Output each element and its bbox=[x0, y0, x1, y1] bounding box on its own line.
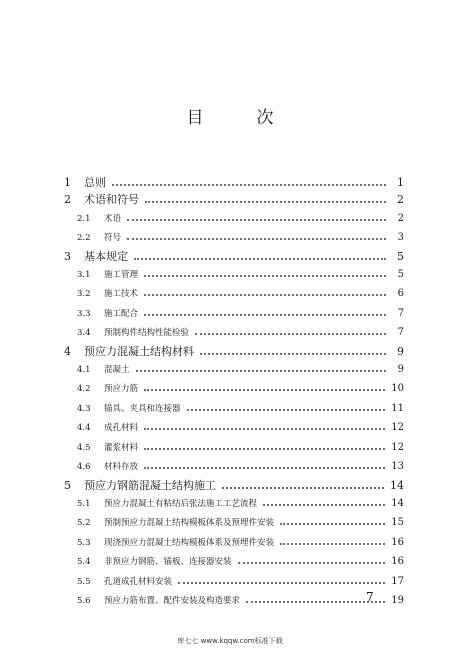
toc-entry-title: 锚具、夹具和连接器 bbox=[104, 403, 181, 414]
toc-subsection-entry[interactable] bbox=[64, 438, 404, 457]
toc-entry-page: 16 bbox=[391, 536, 404, 548]
toc-subsection-entry[interactable] bbox=[64, 228, 404, 247]
dot-leader bbox=[144, 379, 385, 391]
toc-subsection-entry[interactable] bbox=[64, 513, 404, 532]
dot-leader bbox=[200, 343, 386, 355]
toc-entry-number: 5.6 bbox=[77, 595, 91, 606]
toc-entry-number: 4.2 bbox=[77, 384, 91, 395]
dot-leader bbox=[263, 494, 385, 506]
toc-subsection-entry[interactable] bbox=[64, 552, 404, 571]
dot-leader bbox=[187, 399, 386, 411]
toc-entry-page: 5 bbox=[397, 249, 404, 263]
toc-subsection-entry[interactable] bbox=[64, 284, 404, 303]
toc-entry-page: 19 bbox=[391, 594, 404, 606]
toc-entry-title: 灌浆材料 bbox=[104, 442, 139, 453]
toc-entry-page: 14 bbox=[390, 478, 404, 492]
toc-entry-number: 4.5 bbox=[77, 442, 91, 453]
toc-entry-page: 15 bbox=[391, 517, 404, 529]
toc-entry-number: 5.1 bbox=[77, 498, 91, 509]
toc-entry-page: 1 bbox=[397, 176, 404, 189]
toc-subsection-entry[interactable] bbox=[64, 379, 404, 398]
dot-leader bbox=[144, 304, 386, 316]
dot-leader bbox=[246, 591, 385, 603]
toc-subsection-entry[interactable] bbox=[64, 494, 404, 513]
toc-entry-title: 孔道成孔材料安装 bbox=[104, 576, 173, 587]
toc-entry-page: 2 bbox=[397, 193, 404, 207]
toc-entry-page: 7 bbox=[397, 327, 404, 339]
toc-entry-page: 14 bbox=[391, 497, 404, 509]
page-number: 7 bbox=[366, 590, 374, 604]
toc-entry-page: 16 bbox=[391, 556, 404, 568]
dot-leader bbox=[178, 572, 385, 584]
toc-subsection-entry[interactable] bbox=[64, 399, 404, 418]
toc-entry-title: 预应力筋 bbox=[104, 384, 139, 395]
page-title: 目 次 bbox=[186, 108, 292, 128]
toc-subsection-entry[interactable] bbox=[64, 360, 404, 379]
toc-entry-number: 5 bbox=[64, 478, 71, 492]
toc-subsection-entry[interactable] bbox=[64, 457, 404, 476]
toc-entry-title: 预应力混凝土有粘结后张法施工工艺流程 bbox=[104, 498, 258, 509]
toc-entry-number: 2.2 bbox=[77, 233, 91, 244]
toc-entry-title: 材料存放 bbox=[104, 462, 139, 473]
toc-entry-title: 总则 bbox=[84, 176, 106, 189]
dot-leader bbox=[144, 457, 385, 469]
toc-entry-number: 3.3 bbox=[77, 308, 91, 319]
dot-leader bbox=[144, 284, 386, 296]
toc-entry-title: 施工管理 bbox=[104, 270, 139, 281]
dot-leader bbox=[144, 265, 386, 277]
toc-entry-page: 13 bbox=[391, 461, 404, 473]
toc-entry-number: 2.1 bbox=[77, 213, 91, 224]
toc-entry-number: 4.3 bbox=[77, 403, 91, 414]
toc-entry-number: 4.1 bbox=[77, 365, 91, 376]
toc-chapter-entry[interactable] bbox=[64, 191, 404, 208]
toc-entry-title: 现浇预应力混凝土结构模板体系及预埋件安装 bbox=[104, 537, 275, 548]
toc-entry-title: 基本规定 bbox=[84, 249, 128, 263]
toc-subsection-entry[interactable] bbox=[64, 323, 404, 342]
toc-entry-title: 成孔材料 bbox=[104, 423, 139, 434]
toc-subsection-entry[interactable] bbox=[64, 418, 404, 437]
toc-entry-page: 12 bbox=[391, 441, 404, 453]
toc-entry-title: 预应力筋布置、配件安装及构造要求 bbox=[104, 595, 241, 606]
toc-entry-number: 4.4 bbox=[77, 423, 91, 434]
toc-subsection-entry[interactable] bbox=[64, 304, 404, 323]
toc-entry-number: 3 bbox=[64, 249, 71, 263]
toc-subsection-entry[interactable] bbox=[64, 533, 404, 552]
toc-entry-page: 10 bbox=[391, 383, 404, 395]
toc-entry-page: 5 bbox=[397, 269, 404, 281]
toc-subsection-entry[interactable] bbox=[64, 572, 404, 591]
toc-entry-title: 预应力混凝土结构材料 bbox=[84, 344, 194, 358]
toc-subsection-entry[interactable] bbox=[64, 209, 404, 228]
toc-entry-page: 9 bbox=[397, 344, 404, 358]
toc-entry-title: 预应力钢筋混凝土结构施工 bbox=[84, 478, 216, 492]
toc-entry-title: 预制构件结构性能检验 bbox=[104, 328, 190, 339]
toc-subsection-entry[interactable] bbox=[64, 265, 404, 284]
toc-entry-title: 符号 bbox=[104, 233, 122, 244]
toc-entry-page: 6 bbox=[397, 288, 404, 300]
dot-leader bbox=[134, 248, 386, 260]
dot-leader bbox=[222, 477, 384, 489]
toc-entry-number: 1 bbox=[64, 176, 71, 189]
dot-leader bbox=[127, 228, 386, 240]
toc-chapter-entry[interactable] bbox=[64, 248, 404, 265]
toc-entry-title: 术语和符号 bbox=[84, 193, 139, 207]
toc-entry-page: 2 bbox=[397, 212, 404, 224]
dot-leader bbox=[144, 438, 385, 450]
toc-entry-number: 4.6 bbox=[77, 462, 91, 473]
toc-entry-title: 术语 bbox=[104, 213, 122, 224]
toc-entry-number: 4 bbox=[64, 344, 71, 358]
toc-entry-page: 11 bbox=[391, 402, 404, 414]
toc-subsection-entry[interactable] bbox=[64, 591, 404, 610]
toc-chapter-entry[interactable] bbox=[64, 477, 404, 494]
dot-leader bbox=[280, 513, 385, 525]
dot-leader bbox=[195, 323, 386, 335]
toc-entry-title: 施工配合 bbox=[104, 308, 139, 319]
toc-entry-page: 9 bbox=[397, 364, 404, 376]
dot-leader bbox=[144, 418, 385, 430]
toc-entry-number: 5.4 bbox=[77, 557, 91, 568]
dot-leader bbox=[112, 174, 386, 186]
toc-entry-title: 预制预应力混凝土结构模板体系及预埋件安装 bbox=[104, 518, 275, 529]
toc-entry-title: 施工技术 bbox=[104, 289, 139, 300]
toc-entry-title: 非预应力钢筋、锚板、连接器安装 bbox=[104, 557, 232, 568]
dot-leader bbox=[238, 552, 386, 564]
toc-entry-number: 5.2 bbox=[77, 518, 91, 529]
toc-entry-number: 3.4 bbox=[77, 328, 91, 339]
toc-entry-number: 3.2 bbox=[77, 289, 91, 300]
toc-entry-title: 混凝土 bbox=[104, 365, 130, 376]
toc-entry-number: 5.5 bbox=[77, 576, 91, 587]
toc-entry-page: 3 bbox=[397, 232, 404, 244]
dot-leader bbox=[136, 360, 386, 372]
toc-chapter-entry[interactable] bbox=[64, 174, 404, 191]
toc-entry-page: 12 bbox=[391, 422, 404, 434]
dot-leader bbox=[280, 533, 385, 545]
toc-entry-number: 3.1 bbox=[77, 270, 91, 281]
toc-entry-number: 5.3 bbox=[77, 537, 91, 548]
table-of-contents bbox=[64, 174, 404, 610]
toc-chapter-entry[interactable] bbox=[64, 343, 404, 360]
footer-watermark: 库七七 www.kqqw.com标准下载 bbox=[177, 637, 283, 645]
toc-entry-page: 7 bbox=[397, 307, 404, 319]
toc-entry-number: 2 bbox=[64, 193, 71, 207]
dot-leader bbox=[145, 191, 386, 203]
toc-entry-page: 17 bbox=[391, 575, 404, 587]
dot-leader bbox=[127, 209, 386, 221]
